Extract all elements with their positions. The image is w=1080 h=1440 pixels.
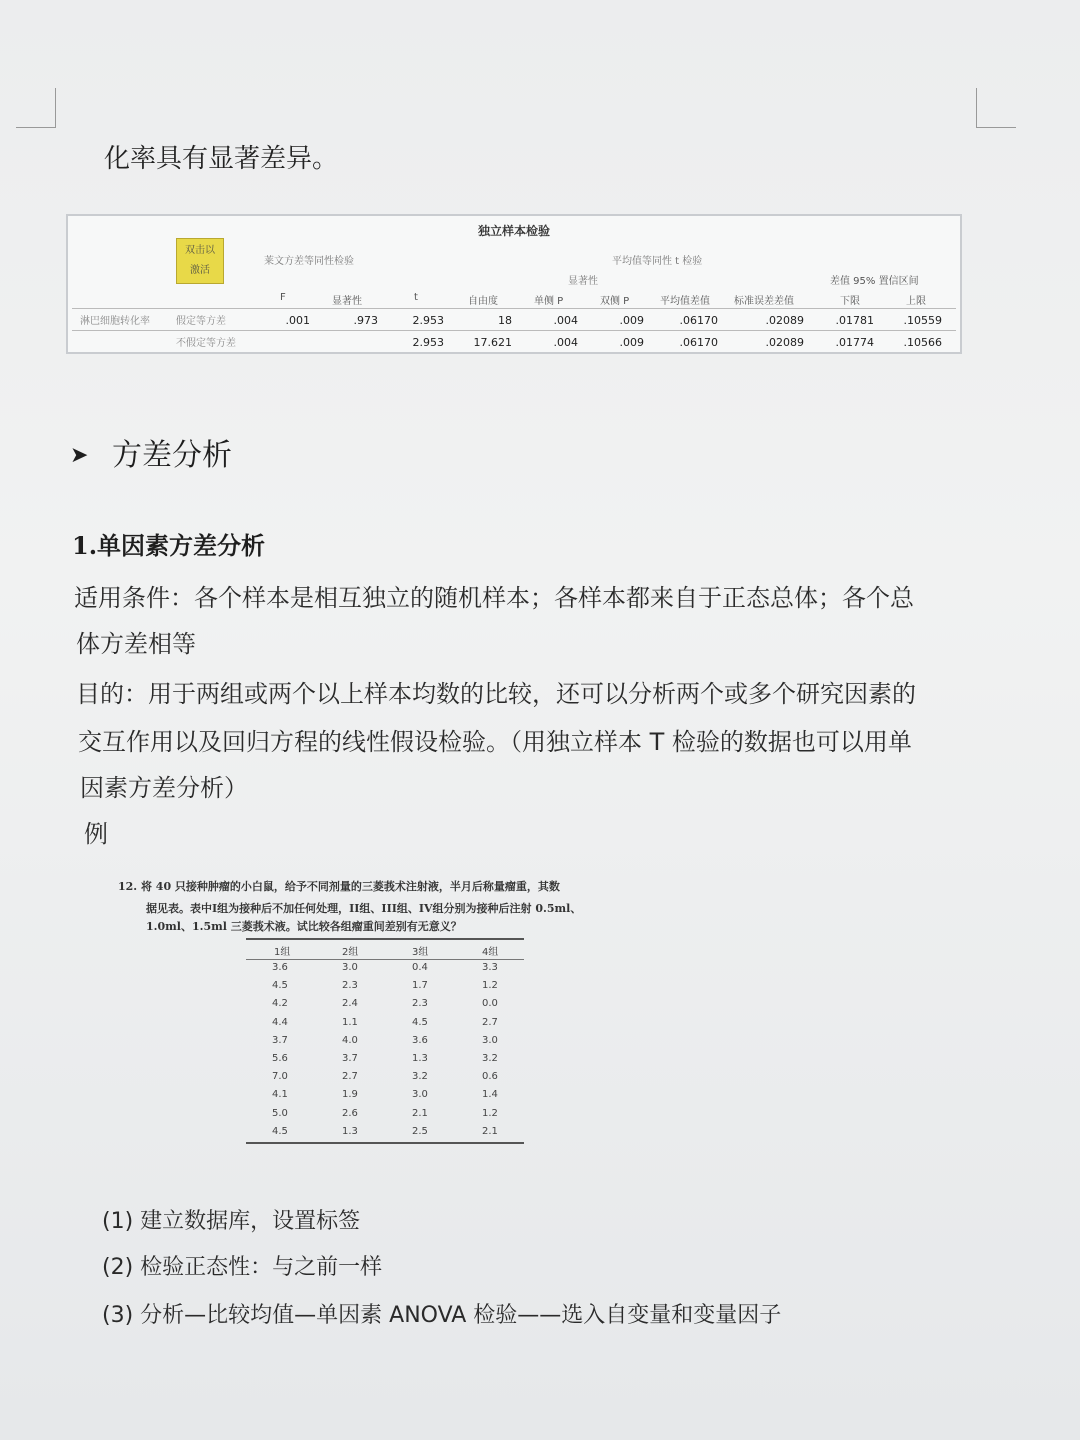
table-cell: 1.9 xyxy=(342,1089,358,1101)
table-cell: 7.0 xyxy=(272,1071,288,1083)
table-cell: 2.6 xyxy=(342,1107,358,1119)
col-header-t: t xyxy=(414,292,418,303)
spss-independent-samples-test-table[interactable] xyxy=(66,214,962,354)
purpose-line-3: 因素方差分析） xyxy=(80,774,248,802)
table-cell: 2.4 xyxy=(342,998,358,1010)
table-cell: .06170 xyxy=(679,314,718,327)
table-cell: 2.3 xyxy=(412,998,428,1010)
variable-label: 淋巴细胞转化率 xyxy=(80,316,150,327)
ttest-group-header: 平均值等同性 t 检验 xyxy=(612,256,703,267)
tumor-weight-table xyxy=(246,938,524,1146)
table-cell: 2.3 xyxy=(342,980,358,992)
table-cell: .02089 xyxy=(765,336,804,349)
page-corner-mark-left xyxy=(16,88,56,128)
conditions-line-1: 适用条件：各个样本是相互独立的随机样本；各样本都来自于正态总体；各个总 xyxy=(74,584,914,612)
table-cell: 1.7 xyxy=(412,980,428,992)
table-cell: 3.3 xyxy=(482,962,498,973)
table-cell: .01781 xyxy=(835,314,874,327)
table-cell: 4.5 xyxy=(412,1016,428,1028)
col-header-one-sided-p: 单侧 P xyxy=(534,296,564,307)
table-cell: 1.2 xyxy=(482,1107,498,1119)
table-cell: .10559 xyxy=(903,314,942,327)
arrow-bullet-icon: ➤ xyxy=(70,443,89,468)
table-cell: .973 xyxy=(353,314,378,327)
question-line-3: 1.0ml、1.5ml 三菱莪术液。试比较各组瘤重间差别有无意义？ xyxy=(146,920,462,933)
table-cell: 3.2 xyxy=(482,1053,498,1064)
row-rule xyxy=(72,330,956,331)
col-header-group-2: 2组 xyxy=(342,947,359,958)
question-line-1: 12. 将 40 只接种肿瘤的小白鼠，给予不同剂量的三菱莪术注射液，半月后称量瘤重，其数 xyxy=(118,880,560,893)
table-cell: 4.5 xyxy=(272,980,288,992)
table-cell: 0.6 xyxy=(482,1071,498,1083)
table-cell: 2.7 xyxy=(342,1071,358,1083)
table-cell: .004 xyxy=(553,314,578,327)
table-cell: 3.7 xyxy=(342,1053,358,1064)
table-cell: 3.6 xyxy=(272,962,288,973)
col-header-upper: 上限 xyxy=(906,296,926,307)
table-cell: .02089 xyxy=(765,314,804,327)
table-cell: 4.1 xyxy=(272,1089,288,1101)
conditions-line-2: 体方差相等 xyxy=(76,630,196,658)
ci-subheader: 差值 95% 置信区间 xyxy=(830,276,919,287)
col-header-sig: 显著性 xyxy=(332,296,362,307)
table-cell: 2.7 xyxy=(482,1016,498,1028)
significance-subheader: 显著性 xyxy=(568,276,598,287)
table-top-rule xyxy=(246,938,524,940)
table-cell: 5.6 xyxy=(272,1053,288,1064)
step-3: (3) 分析—比较均值—单因素 ANOVA 检验——选入自变量和变量因子 xyxy=(102,1303,782,1328)
col-header-group-3: 3组 xyxy=(412,947,429,958)
table-cell: .004 xyxy=(553,336,578,349)
col-header-df: 自由度 xyxy=(468,296,498,307)
table-cell: 4.0 xyxy=(342,1034,358,1046)
table-header-rule xyxy=(246,959,524,960)
table-cell: 4.2 xyxy=(272,998,288,1010)
table-cell: .01774 xyxy=(835,336,874,349)
purpose-line-1: 目的：用于两组或两个以上样本均数的比较，还可以分析两个或多个研究因素的 xyxy=(76,680,916,708)
table-cell: 3.0 xyxy=(412,1089,428,1101)
purpose-line-2: 交互作用以及回归方程的线性假设检验。（用独立样本 T 检验的数据也可以用单 xyxy=(78,728,912,756)
table-cell: 3.0 xyxy=(342,962,358,973)
table-cell: .001 xyxy=(285,314,310,327)
table-cell: 2.1 xyxy=(412,1107,428,1119)
col-header-two-sided-p: 双侧 P xyxy=(600,296,630,307)
col-header-mean-diff: 平均值差值 xyxy=(660,296,710,307)
table-cell: .10566 xyxy=(903,336,942,349)
table-bottom-rule xyxy=(246,1142,524,1144)
table-cell: .009 xyxy=(619,314,644,327)
question-line-2: 据见表。表中I组为接种后不加任何处理，II组、III组、IV组分别为接种后注射 0.5ml、 xyxy=(146,902,582,915)
example-label: 例 xyxy=(84,820,108,848)
table-cell: 5.0 xyxy=(272,1107,288,1119)
step-1: (1) 建立数据库，设置标签 xyxy=(102,1209,361,1234)
intro-line: 化率具有显著差异。 xyxy=(104,144,339,174)
table-cell: 1.3 xyxy=(412,1053,428,1064)
table-cell: 3.0 xyxy=(482,1034,498,1046)
table-cell: .009 xyxy=(619,336,644,349)
table-cell: 4.4 xyxy=(272,1016,288,1028)
table-cell: 0.0 xyxy=(482,998,498,1010)
table-cell: 1.4 xyxy=(482,1089,498,1101)
page-corner-mark-right xyxy=(976,88,1016,128)
step-2: (2) 检验正态性：与之前一样 xyxy=(102,1255,383,1280)
table-cell: 2.5 xyxy=(412,1125,428,1137)
section-title: 方差分析 xyxy=(112,438,232,473)
table-cell: 1.1 xyxy=(342,1016,358,1028)
col-header-group-4: 4组 xyxy=(482,947,499,958)
row-label-unequal-var: 不假定等方差 xyxy=(176,338,236,349)
table-cell: 18 xyxy=(498,314,512,327)
subsection-title: 1.单因素方差分析 xyxy=(72,531,266,560)
header-rule xyxy=(72,308,956,309)
col-header-se-diff: 标准误差差值 xyxy=(734,296,794,307)
table-cell: 3.7 xyxy=(272,1034,288,1046)
table-cell: 1.2 xyxy=(482,980,498,992)
activate-sticky-note[interactable] xyxy=(176,238,224,284)
table-cell: 17.621 xyxy=(473,336,512,349)
section-heading xyxy=(70,430,232,474)
spss-table-title: 独立样本检验 xyxy=(477,224,550,238)
col-header-lower: 下限 xyxy=(840,296,860,307)
table-cell: 2.953 xyxy=(412,336,444,349)
table-cell: 3.6 xyxy=(412,1034,428,1046)
table-cell: 1.3 xyxy=(342,1125,358,1137)
col-header-f: F xyxy=(280,292,286,303)
table-cell: 3.2 xyxy=(412,1071,428,1083)
table-cell: 4.5 xyxy=(272,1125,288,1137)
table-cell: .06170 xyxy=(679,336,718,349)
row-label-equal-var: 假定等方差 xyxy=(176,316,226,327)
sticky-line-2: 激活 xyxy=(190,265,210,276)
col-header-group-1: 1组 xyxy=(274,947,291,958)
levene-group-header: 莱文方差等同性检验 xyxy=(264,256,354,267)
table-cell: 2.953 xyxy=(412,314,444,327)
sticky-line-1: 双击以 xyxy=(185,245,215,256)
table-cell: 2.1 xyxy=(482,1125,498,1137)
table-cell: 0.4 xyxy=(412,962,428,973)
